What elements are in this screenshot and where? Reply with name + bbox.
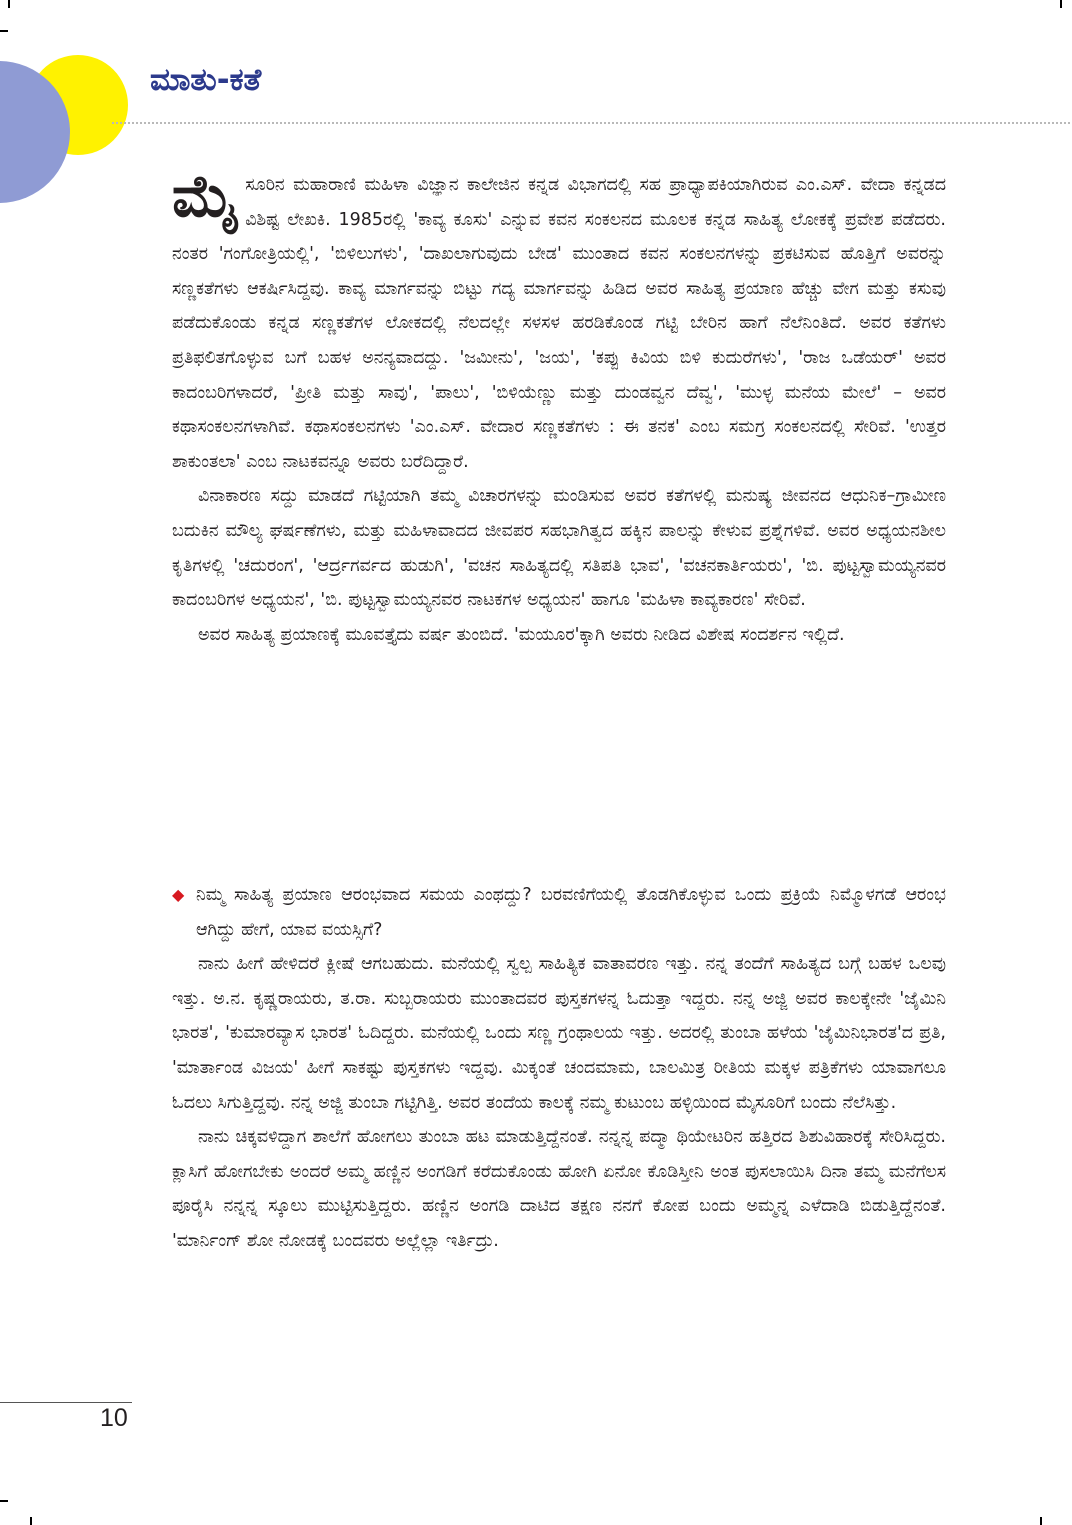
intro-text	[172, 162, 946, 652]
crop-mark	[1040, 1517, 1042, 1525]
dotted-divider	[112, 122, 1070, 124]
red-diamond-icon: ◆	[172, 885, 185, 904]
interview-question	[172, 878, 946, 947]
crop-mark	[0, 1500, 8, 1502]
answer-paragraph: ನಾನು ಚಿಕ್ಕವಳಿದ್ದಾಗ ಶಾಲೆಗೆ ಹೋಗಲು ತುಂಬಾ ಹಟ ಮಾಡುತ್ತಿದ್ದೆನಂತೆ. ನನ್ನನ್ನ ಪದ್ಮಾ ಥಿಯೇಟರಿನ ಹತ್ತಿರದ ಶಿಶುವಿಹಾರಕ್ಕೆ ಸೇರಿಸಿದ್ದರು. ಕ್ಲಾಸಿಗೆ ಹೋಗಬೇಕು ಅಂದರೆ ಅಮ್ಮ ಹಣ್ಣಿನ ಅಂಗಡಿಗೆ ಕರೆದುಕೊಂಡು ಹೋಗಿ ಏನೋ ಕೊಡಿಸ್ತೀನಿ ಅಂತ ಪುಸಲಾಯಿಸಿ ದಿನಾ ತಮ್ಮ ಮನೆಗೆಲಸ ಪೂರೈಸಿ ನನ್ನನ್ನ ಸ್ಕೂಲು ಮುಟ್ಟಿಸುತ್ತಿದ್ದರು. ಹಣ್ಣಿನ ಅಂಗಡಿ ದಾಟಿದ ತಕ್ಷಣ ನನಗೆ ಕೋಪ ಬಂದು ಅಮ್ಮನ್ನ ಎಳೆದಾಡಿ ಬಿಡುತ್ತಿದ್ದೆನಂತೆ. 'ಮಾರ್ನಿಂಗ್ ಶೋ ನೋಡಕ್ಕೆ ಬಂದವರು ಅಲ್ಲೆಲ್ಲಾ ಇರ್ತಿದ್ರು.	[172, 1127, 946, 1251]
section-title: ಮಾತು-ಕತೆ	[150, 62, 262, 98]
intro-paragraph-text: ಸೂರಿನ ಮಹಾರಾಣಿ ಮಹಿಳಾ ವಿಜ್ಞಾನ ಕಾಲೇಜಿನ ಕನ್ನಡ ವಿಭಾಗದಲ್ಲಿ ಸಹ ಪ್ರಾಧ್ಯಾಪಕಿಯಾಗಿರುವ ಎಂ.ಎಸ್. ವೇದಾ ಕನ್ನಡದ ವಿಶಿಷ್ಟ ಲೇಖಕಿ. 1985ರಲ್ಲಿ 'ಕಾವ್ಯ ಕೂಸು' ಎನ್ನುವ ಕವನ ಸಂಕಲನದ ಮೂಲಕ ಕನ್ನಡ ಸಾಹಿತ್ಯ ಲೋಕಕ್ಕೆ ಪ್ರವೇಶ ಪಡೆದರು. ನಂತರ 'ಗಂಗೋತ್ರಿಯಲ್ಲಿ', 'ಬಿಳಿಲುಗಳು', 'ದಾಖಲಾಗುವುದು ಬೇಡ' ಮುಂತಾದ ಕವನ ಸಂಕಲನಗಳನ್ನು ಪ್ರಕಟಿಸುವ ಹೊತ್ತಿಗೆ ಅವರನ್ನು ಸಣ್ಣಕತೆಗಳು ಆಕರ್ಷಿಸಿದ್ದವು. ಕಾವ್ಯ ಮಾರ್ಗವನ್ನು ಬಿಟ್ಟು ಗದ್ಯ ಮಾರ್ಗವನ್ನು ಹಿಡಿದ ಅವರ ಸಾಹಿತ್ಯ ಪ್ರಯಾಣ ಹೆಚ್ಚು ವೇಗ ಮತ್ತು ಕಸುವು ಪಡೆದುಕೊಂಡು ಕನ್ನಡ ಸಣ್ಣಕತೆಗಳ ಲೋಕದಲ್ಲಿ ನೆಲದಲ್ಲೇ ಸಳಸಳ ಹರಡಿಕೊಂಡ ಗಟ್ಟಿ ಬೇರಿನ ಹಾಗೆ ನೆಲೆನಿಂತಿದೆ. ಅವರ ಕತೆಗಳು ಪ್ರತಿಫಲಿತಗೊಳ್ಳುವ ಬಗೆ ಬಹಳ ಅನನ್ಯವಾದದ್ದು. 'ಜಮೀನು', 'ಜಯ', 'ಕಪ್ಪು ಕಿವಿಯ ಬಿಳಿ ಕುದುರೆಗಳು', 'ರಾಜ ಒಡೆಯರ್' ಅವರ ಕಾದಂಬರಿಗಳಾದರೆ, 'ಪ್ರೀತಿ ಮತ್ತು ಸಾವು', 'ಪಾಲು', 'ಬಿಳಿಯೆಣ್ಣು ಮತ್ತು ದುಂಡವ್ವನ ದೆವ್ವ', 'ಮುಳ್ಳ ಮನೆಯ ಮೇಲೆ' – ಅವರ ಕಥಾಸಂಕಲನಗಳಾಗಿವೆ. ಕಥಾಸಂಕಲನಗಳು 'ಎಂ.ಎಸ್. ವೇದಾರ ಸಣ್ಣಕತೆಗಳು : ಈ ತನಕ' ಎಂಬ ಸಮಗ್ರ ಸಂಕಲನದಲ್ಲಿ ಸೇರಿವೆ. 'ಉತ್ತರ ಶಾಕುಂತಲಾ' ಎಂಬ ನಾಟಕವನ್ನೂ ಅವರು ಬರೆದಿದ್ದಾರೆ.	[172, 175, 946, 472]
intro-paragraph: ಅವರ ಸಾಹಿತ್ಯ ಪ್ರಯಾಣಕ್ಕೆ ಮೂವತ್ತೈದು ವರ್ಷ ತುಂಬಿದೆ. 'ಮಯೂರ'ಕ್ಕಾಗಿ ಅವರು ನೀಡಿದ ವಿಶೇಷ ಸಂದರ್ಶನ ಇಲ್ಲಿದೆ.	[198, 624, 845, 645]
decorative-circles	[0, 55, 135, 215]
intro-paragraph: ವಿನಾಕಾರಣ ಸದ್ದು ಮಾಡದೆ ಗಟ್ಟಿಯಾಗಿ ತಮ್ಮ ವಿಚಾರಗಳನ್ನು ಮಂಡಿಸುವ ಅವರ ಕತೆಗಳಲ್ಲಿ ಮನುಷ್ಯ ಜೀವನದ ಆಧುನಿಕ–ಗ್ರಾಮೀಣ ಬದುಕಿನ ಮೌಲ್ಯ ಘರ್ಷಣೆಗಳು, ಮತ್ತು ಮಹಿಳಾವಾದದ ಜೀವಪರ ಸಹಭಾಗಿತ್ವದ ಹಕ್ಕಿನ ಪಾಲನ್ನು ಕೇಳುವ ಪ್ರಶ್ನೆಗಳಿವೆ. ಅವರ ಅಧ್ಯಯನಶೀಲ ಕೃತಿಗಳಲ್ಲಿ 'ಚದುರಂಗ', 'ಆರ್ದ್ರಗರ್ವದ ಹುಡುಗಿ', 'ವಚನ ಸಾಹಿತ್ಯದಲ್ಲಿ ಸತಿಪತಿ ಭಾವ', 'ವಚನಕಾರ್ತಿಯರು', 'ಬಿ. ಪುಟ್ಟಸ್ವಾಮಯ್ಯನವರ ಕಾದಂಬರಿಗಳ ಅಧ್ಯಯನ', 'ಬಿ. ಪುಟ್ಟಸ್ವಾಮಯ್ಯನವರ ನಾಟಕಗಳ ಅಧ್ಯಯನ' ಹಾಗೂ 'ಮಹಿಳಾ ಕಾವ್ಯಕಾರಣ' ಸೇರಿವೆ.	[172, 486, 946, 611]
intro-paragraph	[172, 162, 946, 479]
question-text: ನಿಮ್ಮ ಸಾಹಿತ್ಯ ಪ್ರಯಾಣ ಆರಂಭವಾದ ಸಮಯ ಎಂಥದ್ದು? ಬರವಣಿಗೆಯಲ್ಲಿ ತೊಡಗಿಕೊಳ್ಳುವ ಒಂದು ಪ್ರಕ್ರಿಯೆ ನಿಮ್ಮೊಳಗಡೆ ಆರಂಭ ಆಗಿದ್ದು ಹೇಗೆ, ಯಾವ ವಯಸ್ಸಿಗೆ?	[196, 885, 946, 940]
crop-mark	[30, 1517, 32, 1525]
page-number-rule	[0, 1402, 132, 1403]
crop-mark	[8, 0, 10, 8]
page-number: 10	[100, 1404, 128, 1432]
answer-paragraph: ನಾನು ಹೀಗೆ ಹೇಳಿದರೆ ಕ್ಲೀಷೆ ಆಗಬಹುದು. ಮನೆಯಲ್ಲಿ ಸ್ವಲ್ಪ ಸಾಹಿತ್ಯಿಕ ವಾತಾವರಣ ಇತ್ತು. ನನ್ನ ತಂದೆಗೆ ಸಾಹಿತ್ಯದ ಬಗ್ಗೆ ಬಹಳ ಒಲವು ಇತ್ತು. ಅ.ನ. ಕೃಷ್ಣರಾಯರು, ತ.ರಾ. ಸುಬ್ಬರಾಯರು ಮುಂತಾದವರ ಪುಸ್ತಕಗಳನ್ನ ಓದುತ್ತಾ ಇದ್ದರು. ನನ್ನ ಅಜ್ಜಿ ಅವರ ಕಾಲಕ್ಕೇನೇ 'ಜೈಮಿನಿ ಭಾರತ', 'ಕುಮಾರವ್ಯಾಸ ಭಾರತ' ಓದಿದ್ದರು. ಮನೆಯಲ್ಲಿ ಒಂದು ಸಣ್ಣ ಗ್ರಂಥಾಲಯ ಇತ್ತು. ಅದರಲ್ಲಿ ತುಂಬಾ ಹಳೆಯ 'ಜೈಮಿನಿಭಾರತ'ದ ಪ್ರತಿ, 'ಮಾರ್ತಾಂಡ ವಿಜಯ' ಹೀಗೆ ಸಾಕಷ್ಟು ಪುಸ್ತಕಗಳು ಇದ್ದವು. ಮಿಕ್ಕಂತೆ ಚಂದಮಾಮ, ಬಾಲಮಿತ್ರ ರೀತಿಯ ಮಕ್ಕಳ ಪತ್ರಿಕೆಗಳು ಯಾವಾಗಲೂ ಓದಲು ಸಿಗುತ್ತಿದ್ದವು. ನನ್ನ ಅಜ್ಜಿ ತುಂಬಾ ಗಟ್ಟಿಗಿತ್ತಿ. ಅವರ ತಂದೆಯ ಕಾಲಕ್ಕೆ ನಮ್ಮ ಕುಟುಂಬ ಹಳ್ಳಿಯಿಂದ ಮೈಸೂರಿಗೆ ಬಂದು ನೆಲೆಸಿತ್ತು.	[172, 954, 946, 1113]
interview-section	[172, 878, 946, 1259]
drop-cap: ಮೈ	[172, 162, 240, 230]
crop-mark	[1060, 0, 1062, 8]
crop-mark	[0, 30, 8, 32]
